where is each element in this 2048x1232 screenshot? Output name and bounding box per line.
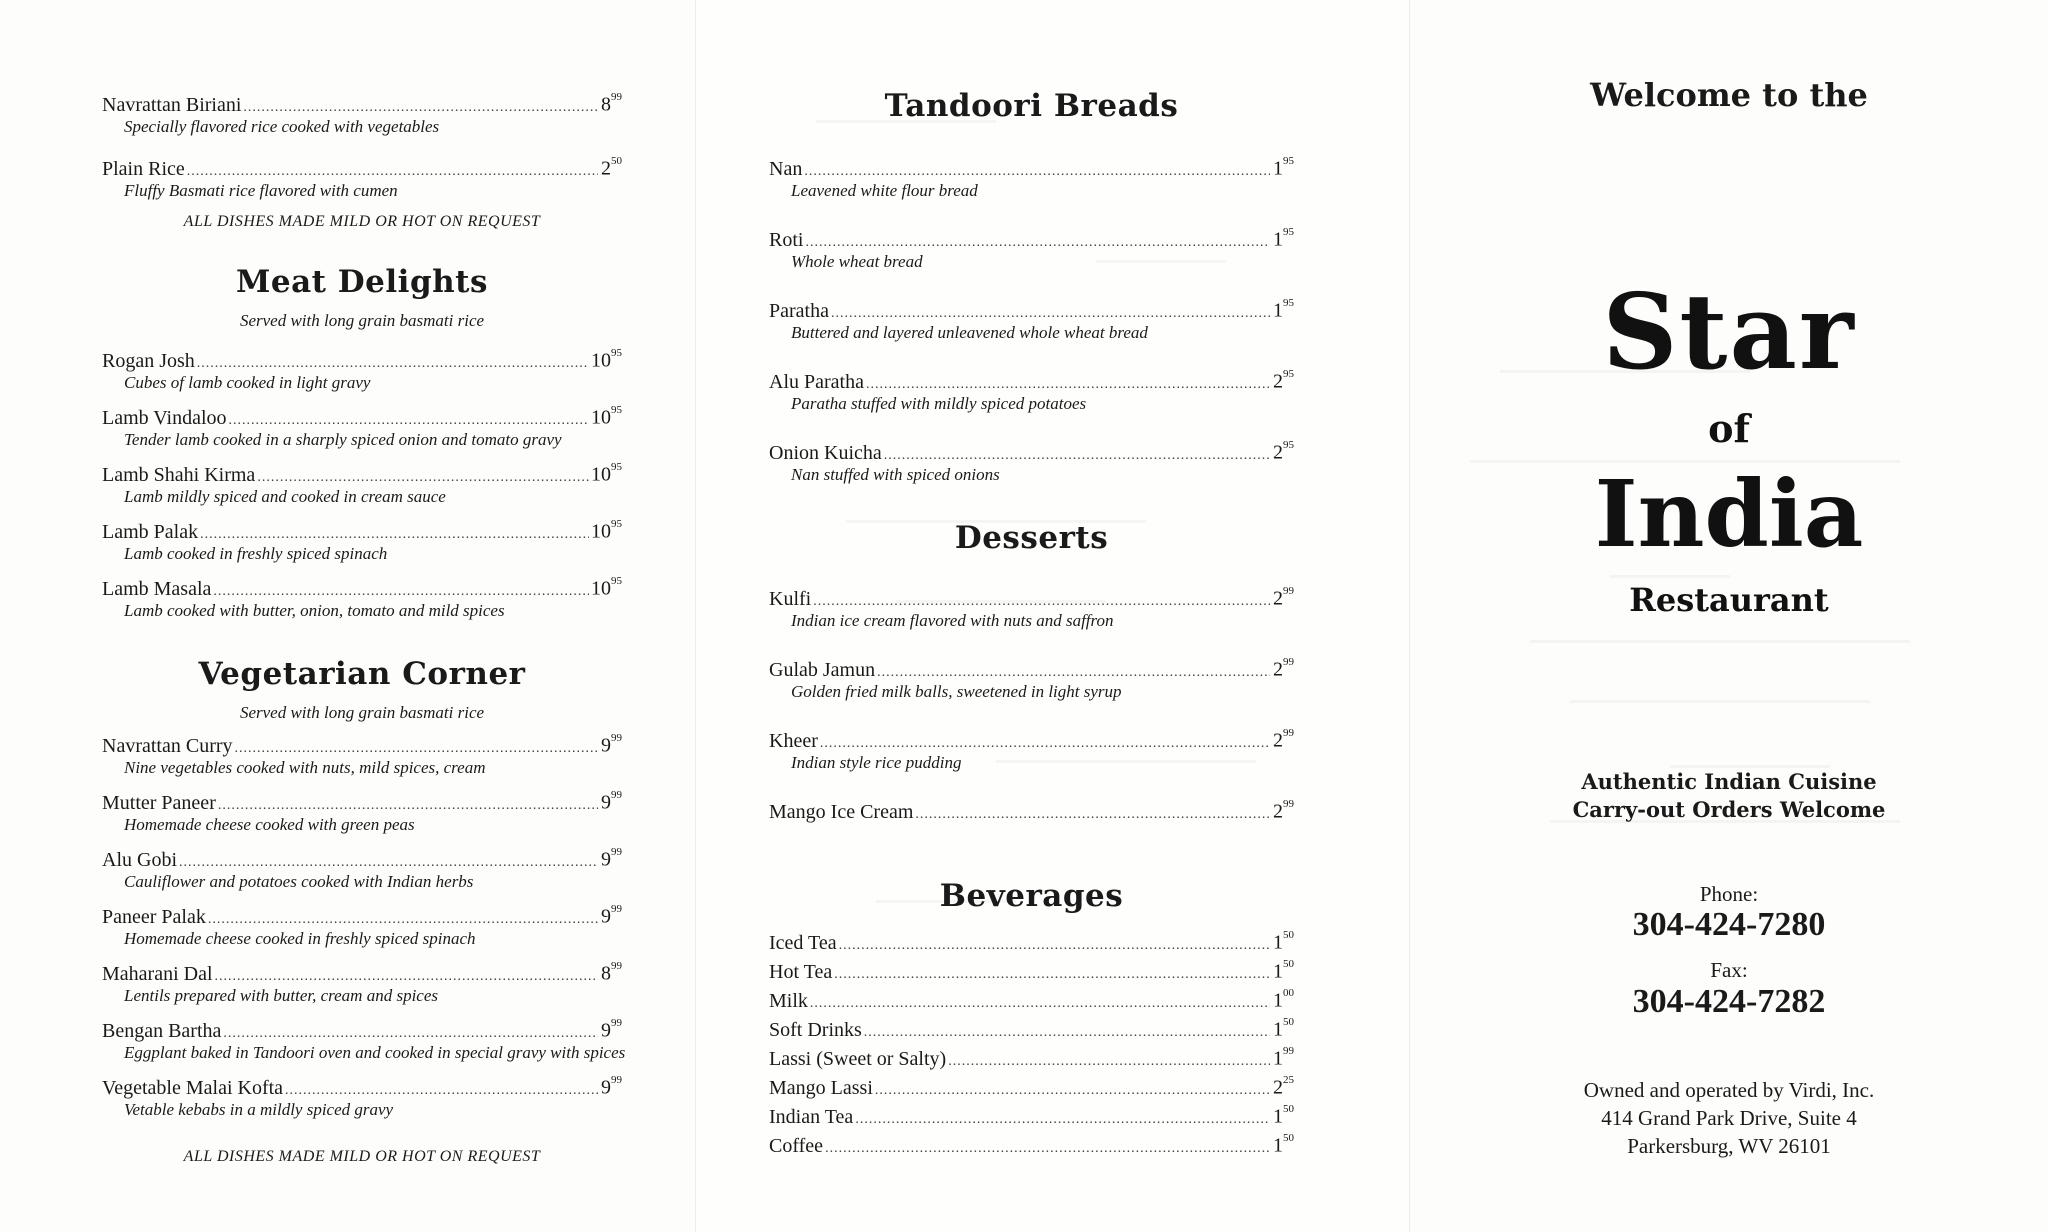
menu-item-name: Iced Tea [769, 931, 837, 954]
brand-name-star: Star [1602, 270, 1856, 393]
menu-item-price [1272, 1069, 1294, 1102]
menu-item-description: Lentils prepared with butter, cream and spices [124, 986, 439, 1005]
menu-item-description: Homemade cheese cooked in freshly spiced spinach [124, 929, 476, 948]
price-cents: 99 [1283, 727, 1294, 739]
menu-item [769, 434, 1294, 505]
phone-number: 304-424-7280 [1632, 906, 1826, 943]
menu-item-name: Lamb Masala [102, 577, 212, 600]
menu-item-price [1272, 793, 1294, 826]
beverages-heading: Beverages [939, 878, 1124, 914]
menu-item-price [600, 898, 622, 931]
menu-item-name: Rogan Josh [102, 349, 195, 372]
meat-delights-subtitle: Served with long grain basmati rice [239, 311, 485, 330]
price-dollars: 10 [591, 577, 611, 600]
menu-item-name: Soft Drinks [769, 1018, 862, 1041]
menu-item-description: Cubes of lamb cooked in light gravy [124, 373, 371, 392]
menu-item-name: Indian Tea [769, 1105, 854, 1128]
price-cents: 95 [611, 461, 622, 473]
menu-item-name: Lamb Palak [102, 520, 199, 543]
price-cents: 00 [1283, 987, 1294, 999]
price-dollars: 2 [1273, 800, 1283, 823]
price-dollars: 1 [1273, 1105, 1283, 1128]
menu-item-price [1272, 651, 1294, 684]
menu-item-price [1272, 1040, 1294, 1073]
beverages-list [769, 924, 1294, 1156]
price-cents: 99 [611, 1017, 622, 1029]
menu-item-name: Coffee [769, 1134, 824, 1157]
fax-label: Fax: [1710, 958, 1748, 982]
price-dollars: 2 [1273, 587, 1283, 610]
menu-item-name: Lassi (Sweet or Salty) [769, 1047, 947, 1070]
menu-item-price [1272, 953, 1294, 986]
address-line-2: Parkersburg, WV 26101 [1627, 1134, 1831, 1158]
menu-item [769, 651, 1294, 722]
menu-item-description: Golden fried milk balls, sweetened in light syrup [791, 682, 1122, 701]
menu-item-description: Buttered and layered unleavened whole wheat bread [791, 323, 1148, 342]
menu-item-price [1272, 722, 1294, 755]
menu-item-price [1272, 1098, 1294, 1131]
menu-item-price [600, 1012, 622, 1045]
price-dollars: 10 [591, 520, 611, 543]
price-dollars: 1 [1273, 931, 1283, 954]
menu-item-price [600, 955, 622, 988]
menu-item-name: Navrattan Curry [102, 734, 233, 757]
menu-item [769, 363, 1294, 434]
price-cents: 99 [1283, 656, 1294, 668]
price-dollars: 10 [591, 463, 611, 486]
price-dollars: 1 [1273, 299, 1283, 322]
dot-leader [825, 1135, 1270, 1163]
menu-item-price [1272, 221, 1294, 254]
menu-item [102, 570, 622, 627]
menu-item [769, 1040, 1294, 1069]
tagline-carryout: Carry-out Orders Welcome [1572, 797, 1886, 822]
price-dollars: 9 [601, 1019, 611, 1042]
meat-items-list [102, 342, 622, 627]
price-cents: 50 [1283, 1132, 1294, 1144]
menu-item-description: Lamb mildly spiced and cooked in cream sauce [124, 487, 446, 506]
price-dollars: 1 [1273, 1018, 1283, 1041]
menu-item [769, 953, 1294, 982]
menu-item [769, 292, 1294, 363]
menu-item-price [1272, 292, 1294, 325]
price-dollars: 9 [601, 1076, 611, 1099]
menu-item-name: Gulab Jamun [769, 658, 876, 681]
menu-item [102, 150, 622, 214]
menu-item-price [1272, 434, 1294, 467]
price-dollars: 1 [1273, 1047, 1283, 1070]
menu-item [769, 722, 1294, 793]
brand-name-restaurant: Restaurant [1629, 581, 1829, 619]
price-cents: 95 [1283, 297, 1294, 309]
price-cents: 99 [611, 960, 622, 972]
menu-item-name: Mango Ice Cream [769, 800, 914, 823]
price-dollars: 2 [1273, 729, 1283, 752]
menu-item [769, 982, 1294, 1011]
menu-item-name: Vegetable Malai Kofta [102, 1076, 284, 1099]
price-dollars: 2 [1273, 370, 1283, 393]
menu-item-price [600, 784, 622, 817]
menu-item-description: Vetable kebabs in a mildly spiced gravy [124, 1100, 394, 1119]
price-dollars: 2 [601, 157, 611, 180]
menu-item-price [1272, 924, 1294, 957]
price-cents: 95 [1283, 439, 1294, 451]
price-cents: 99 [1283, 585, 1294, 597]
price-dollars: 2 [1273, 1076, 1283, 1099]
menu-item [769, 580, 1294, 651]
menu-item [102, 841, 622, 898]
vegetarian-corner-heading: Vegetarian Corner [198, 656, 526, 692]
menu-item-price [600, 1069, 622, 1102]
menu-item [102, 727, 622, 784]
menu-item-price [591, 342, 622, 375]
menu-item-price [1272, 1011, 1294, 1044]
price-dollars: 9 [601, 791, 611, 814]
menu-item-description: Lamb cooked with butter, onion, tomato and mild spices [124, 601, 505, 620]
price-dollars: 1 [1273, 157, 1283, 180]
menu-item [769, 924, 1294, 953]
menu-item-description: Cauliflower and potatoes cooked with Indian herbs [124, 872, 474, 891]
rice-items-list [102, 86, 622, 214]
price-dollars: 1 [1273, 989, 1283, 1012]
phone-label: Phone: [1699, 882, 1759, 906]
price-cents: 95 [1283, 226, 1294, 238]
price-cents: 95 [611, 518, 622, 530]
price-cents: 99 [1283, 1045, 1294, 1057]
menu-item-description: Tender lamb cooked in a sharply spiced onion and tomato gravy [124, 430, 562, 449]
menu-item-description: Eggplant baked in Tandoori oven and cooked in special gravy with spices [124, 1043, 626, 1062]
menu-item [769, 1069, 1294, 1098]
tandoori-breads-list [769, 150, 1294, 505]
menu-panel-mains [0, 0, 690, 1232]
menu-item-price [600, 150, 622, 183]
menu-item-name: Plain Rice [102, 157, 185, 180]
menu-item-description: Leavened white flour bread [791, 181, 978, 200]
price-cents: 99 [611, 91, 622, 103]
welcome-text: Welcome to the [1590, 76, 1868, 114]
menu-item [102, 955, 622, 1012]
price-cents: 95 [1283, 155, 1294, 167]
menu-item-description: Paratha stuffed with mildly spiced potatoes [791, 394, 1087, 413]
price-dollars: 1 [1273, 960, 1283, 983]
price-cents: 50 [611, 155, 622, 167]
fax-number: 304-424-7282 [1632, 983, 1826, 1020]
price-cents: 95 [611, 575, 622, 587]
menu-item-description: Homemade cheese cooked with green peas [124, 815, 415, 834]
menu-item-price [591, 456, 622, 489]
price-cents: 50 [1283, 1103, 1294, 1115]
price-dollars: 8 [601, 962, 611, 985]
price-cents: 99 [611, 846, 622, 858]
menu-item-name: Roti [769, 228, 804, 251]
menu-item [769, 221, 1294, 292]
menu-item-price [1272, 1127, 1294, 1160]
menu-item-name: Onion Kuicha [769, 441, 882, 464]
price-cents: 95 [1283, 368, 1294, 380]
menu-item-name: Hot Tea [769, 960, 833, 983]
address-line-1: 414 Grand Park Drive, Suite 4 [1601, 1106, 1857, 1130]
price-cents: 50 [1283, 958, 1294, 970]
price-dollars: 10 [591, 349, 611, 372]
menu-item-description: Specially flavored rice cooked with vegetables [124, 117, 440, 136]
price-cents: 95 [611, 347, 622, 359]
price-dollars: 9 [601, 734, 611, 757]
menu-item [102, 513, 622, 570]
price-cents: 99 [611, 789, 622, 801]
menu-item-name: Mango Lassi [769, 1076, 873, 1099]
menu-item-description: Lamb cooked in freshly spiced spinach [124, 544, 388, 563]
brand-name-india: India [1594, 460, 1864, 568]
price-cents: 95 [611, 404, 622, 416]
menu-item-name: Bengan Bartha [102, 1019, 222, 1042]
menu-item-description: Indian style rice pudding [791, 753, 962, 772]
menu-item [102, 342, 622, 399]
menu-item [102, 898, 622, 955]
menu-item-name: Paratha [769, 299, 829, 322]
menu-item-price [591, 399, 622, 432]
spice-note-bottom: ALL DISHES MADE MILD OR HOT ON REQUEST [183, 1148, 541, 1165]
menu-item [769, 1098, 1294, 1127]
menu-item-name: Maharani Dal [102, 962, 213, 985]
desserts-heading: Desserts [954, 520, 1109, 556]
menu-item-price [1272, 363, 1294, 396]
price-dollars: 10 [591, 406, 611, 429]
menu-item-name: Milk [769, 989, 808, 1012]
menu-item-name: Lamb Vindaloo [102, 406, 227, 429]
menu-item [102, 1069, 622, 1126]
price-dollars: 1 [1273, 228, 1283, 251]
price-cents: 99 [1283, 798, 1294, 810]
vegetarian-corner-subtitle: Served with long grain basmati rice [239, 703, 485, 722]
price-cents: 50 [1283, 929, 1294, 941]
menu-item [102, 456, 622, 513]
menu-item-name: Mutter Paneer [102, 791, 216, 814]
menu-item-description: Whole wheat bread [791, 252, 923, 271]
menu-item-price [600, 727, 622, 760]
menu-item-description: Nan stuffed with spiced onions [791, 465, 1000, 484]
desserts-list [769, 580, 1294, 864]
price-dollars: 9 [601, 848, 611, 871]
menu-item-description: Fluffy Basmati rice flavored with cumen [124, 181, 398, 200]
menu-item [102, 86, 622, 150]
tagline-cuisine: Authentic Indian Cuisine [1581, 769, 1877, 794]
meat-delights-heading: Meat Delights [236, 264, 488, 300]
menu-item-name: Paneer Palak [102, 905, 206, 928]
menu-item [769, 793, 1294, 864]
price-cents: 50 [1283, 1016, 1294, 1028]
tandoori-breads-heading: Tandoori Breads [884, 88, 1179, 124]
price-dollars: 2 [1273, 441, 1283, 464]
menu-cover-panel [1410, 0, 2048, 1232]
menu-item [102, 1012, 626, 1069]
price-dollars: 8 [601, 93, 611, 116]
brand-name-of: of [1708, 406, 1750, 451]
vegetarian-items-list [102, 727, 626, 1126]
menu-item-price [591, 513, 622, 546]
price-dollars: 1 [1273, 1134, 1283, 1157]
menu-item [102, 399, 622, 456]
spice-note-top: ALL DISHES MADE MILD OR HOT ON REQUEST [183, 213, 541, 230]
menu-item-price [1272, 580, 1294, 613]
menu-item [769, 150, 1294, 221]
menu-item-price [600, 841, 622, 874]
menu-item-name: Alu Gobi [102, 848, 177, 871]
menu-item-price [1272, 982, 1294, 1015]
menu-item-price [600, 86, 622, 119]
price-cents: 99 [611, 732, 622, 744]
dot-leader [915, 801, 1270, 829]
price-cents: 25 [1283, 1074, 1294, 1086]
price-cents: 99 [611, 903, 622, 915]
menu-item [769, 1127, 1294, 1156]
menu-item-description: Indian ice cream flavored with nuts and saffron [791, 611, 1114, 630]
owner-text: Owned and operated by Virdi, Inc. [1583, 1078, 1875, 1102]
menu-item [769, 1011, 1294, 1040]
menu-item-price [591, 570, 622, 603]
price-cents: 99 [611, 1074, 622, 1086]
menu-item-name: Navrattan Biriani [102, 93, 242, 116]
menu-item-name: Kheer [769, 729, 818, 752]
menu-panel-breads-desserts [695, 0, 1410, 1232]
menu-item-price [1272, 150, 1294, 183]
price-dollars: 2 [1273, 658, 1283, 681]
price-dollars: 9 [601, 905, 611, 928]
menu-item-name: Alu Paratha [769, 370, 864, 393]
menu-item [102, 784, 622, 841]
menu-item-description: Nine vegetables cooked with nuts, mild spices, cream [124, 758, 486, 777]
menu-item-name: Kulfi [769, 587, 812, 610]
menu-item-name: Nan [769, 157, 803, 180]
menu-item-name: Lamb Shahi Kirma [102, 463, 256, 486]
